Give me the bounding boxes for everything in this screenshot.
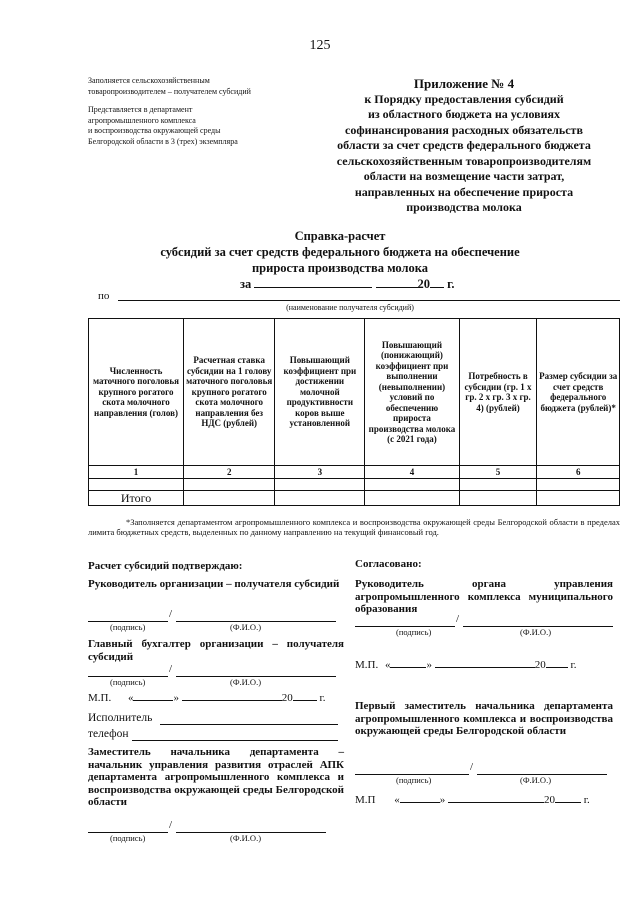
mp-label: М.П. [355,659,379,671]
confirm-label: Расчет субсидий подтверждаю: [88,560,243,572]
doc-title-line3: прироста производства молока [251,261,429,275]
year-suffix: г. [319,692,326,704]
recipient-caption: (наименование получателя субсидий) [286,303,414,312]
column-number: 2 [184,466,275,479]
mp-label: М.П [355,794,376,806]
doc-title-line2: субсидий за счет средств федерального бюджета на обеспечение [160,245,520,259]
mp-date-line-2 [355,792,590,806]
quote-open: « [384,659,391,671]
month-blank[interactable] [435,657,535,668]
table-header-row [89,319,620,466]
note-line: Заполняется сельскохозяйственным [88,76,210,85]
year-prefix: 20 [534,659,546,671]
podpis-caption: (подпись) [110,677,146,687]
header-cell: Потребность в субсидии (гр. 1 х гр. 2 х гр. 3 х гр. 4) (рублей) [459,319,537,466]
executor-label: Исполнитель [88,712,153,724]
annex-line: из областного бюджета на условиях [367,107,561,121]
po-label: по [98,290,110,302]
year-prefix: 20 [281,692,293,704]
year-prefix: 20 [417,277,431,291]
phone-line[interactable] [132,740,338,741]
doc-title-line1: Справка-расчет [294,229,386,243]
table-cell[interactable] [459,491,537,506]
header-cell: Повышающий (понижающий) коэффициент при выполнении (невыполнении) условий по обеспечению прироста производства молока (с 2021 года) [365,319,459,466]
za-label: за [240,277,252,291]
note-line: Представляется в департамент [88,105,193,114]
table-cell[interactable] [459,479,537,491]
year-prefix: 20 [543,794,555,806]
year-suffix: г. [570,659,577,671]
note-line: товаропроизводителем – получателем субсидий [88,86,251,96]
table-number-row [89,466,620,479]
annex-line: к Порядку предоставления субсидий [364,91,564,106]
day-blank[interactable] [133,690,173,701]
annex-line: направленных на обеспечение прироста [354,184,574,199]
first-deputy-title: Первый заместитель начальника департамента агропромышленного комплекса и воспроизводства окружающей среды Белгородской области [355,700,613,737]
annex-line: области за счет средств федерального бюджета [337,138,591,152]
deputy-title: Заместитель начальника департамента – начальник управления развития отраслей АПК департамента агропромышленного комплекса и воспроизводства окружающей среды Белгородской области [88,746,344,808]
municipal-head-title: Руководитель органа управления агропромышленного комплекса муниципального образования [355,578,613,615]
day-blank[interactable] [390,657,426,668]
column-number: 5 [459,466,537,479]
podpis-caption: (подпись) [110,833,146,843]
month-blank[interactable] [182,690,282,701]
mp-date-line [88,690,326,704]
head-title: Руководитель организации – получателя субсидий [88,578,340,590]
podpis-caption: (подпись) [396,775,432,785]
slash: / [456,613,460,625]
mp-label: М.П. [88,692,112,704]
fio-caption: (Ф.И.О.) [230,833,262,843]
slash: / [169,608,173,620]
note-line: Белгородской области в 3 (трех) экземпляра [88,136,238,146]
table-cell[interactable] [365,479,459,491]
quote-open: « [127,692,134,704]
podpis-caption: (подпись) [396,627,432,637]
day-blank[interactable] [400,792,440,803]
column-number: 1 [89,466,184,479]
table-cell[interactable] [365,491,459,506]
year-blank[interactable] [555,792,581,803]
annex-line: сельскохозяйственным товаропроизводителям [336,153,592,168]
total-label: Итого [89,491,184,506]
period-line [240,276,455,292]
table-cell[interactable] [184,491,275,506]
column-number: 3 [275,466,365,479]
period-blank-2[interactable] [376,276,418,288]
quote-close: » [439,794,446,806]
table-cell[interactable] [184,479,275,491]
slash: / [169,819,173,831]
agreed-label: Согласовано: [355,558,422,570]
subsidy-table [88,318,620,506]
table-cell[interactable] [537,491,620,506]
header-cell: Повышающий коэффициент при достижении молочной продуктивности коров выше установленной [275,319,365,466]
column-number: 4 [365,466,459,479]
phone-label: телефон [88,728,129,740]
table-row [89,479,620,491]
year-suffix: г. [583,794,590,806]
year-blank[interactable] [430,276,444,288]
executor-line[interactable] [160,724,338,725]
recipient-name-line[interactable] [118,300,620,301]
table-cell[interactable] [89,479,184,491]
fio-caption: (Ф.И.О.) [230,677,262,687]
annex-line: софинансирования расходных обязательств [345,122,583,137]
doc-title [60,228,620,276]
month-blank[interactable] [448,792,544,803]
header-cell: Численность маточного поголовья крупного рогатого скота молочного направления (голов) [89,319,184,466]
year-blank[interactable] [293,690,317,701]
annex-line: производства молока [406,200,522,214]
note-line: и воспроизводства окружающей среды [88,126,221,135]
table-total-row [89,491,620,506]
year-suffix: г. [447,277,455,291]
annex-header [318,76,610,216]
footnote: *Заполняется департаментом агропромышленного комплекса и воспроизводства окружающей среды Белгородской области в пределах лимита бюджетных средств, выделенных по данному направлению на текущий финансовый год. [88,517,620,537]
slash: / [169,663,173,675]
podpis-caption: (подпись) [110,622,146,632]
column-number: 6 [537,466,620,479]
accountant-title: Главный бухгалтер организации – получателя субсидий [88,638,344,663]
period-blank[interactable] [254,276,372,288]
table-cell[interactable] [275,479,365,491]
annex-title: Приложение № 4 [413,76,515,91]
table-cell[interactable] [537,479,620,491]
left-note [88,76,308,155]
fio-caption: (Ф.И.О.) [520,627,552,637]
fio-caption: (Ф.И.О.) [520,775,552,785]
quote-close: » [426,659,432,671]
quote-open: « [394,794,400,806]
page-number: 125 [309,38,331,53]
annex-line: области на возмещение части затрат, [363,169,565,183]
mp-date-line [355,657,577,671]
quote-close: » [173,692,179,704]
header-cell: Расчетная ставка субсидии на 1 голову маточного поголовья крупного рогатого скота молочного направления без НДС (рублей) [184,319,275,466]
header-cell: Размер субсидии за счет средств федерального бюджета (рублей)* [537,319,620,466]
slash: / [470,761,474,773]
table-cell[interactable] [275,491,365,506]
year-blank[interactable] [546,657,568,668]
fio-caption: (Ф.И.О.) [230,622,262,632]
note-line: агропромышленного комплекса [88,115,196,125]
